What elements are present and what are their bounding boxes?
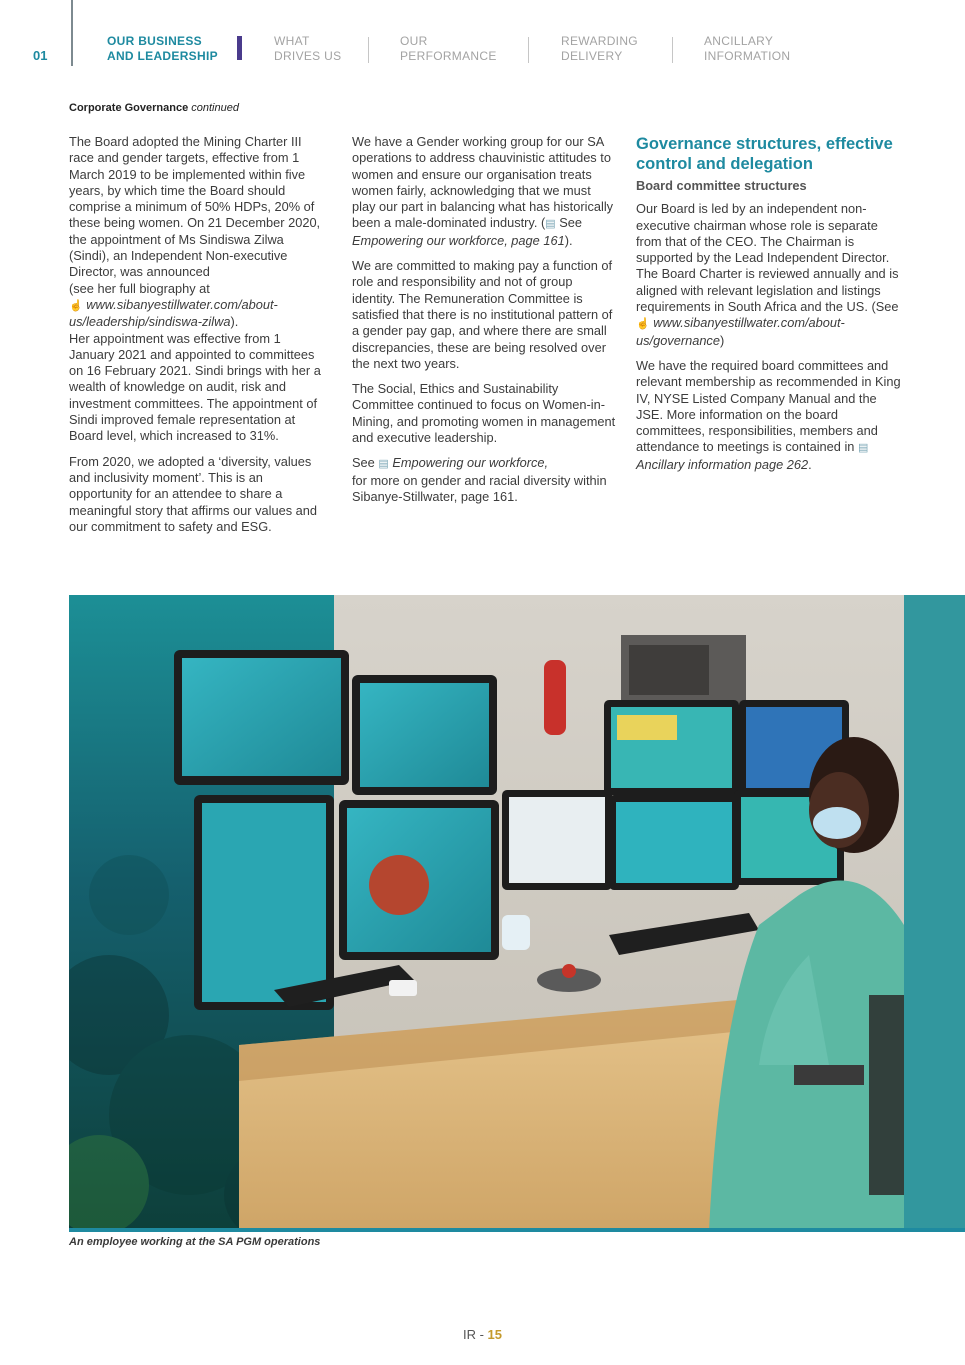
paragraph-text: ) [719, 332, 725, 348]
paragraph-text: ). [564, 232, 573, 248]
document-icon: ▤ [857, 442, 869, 455]
teal-right-panel [904, 595, 965, 1231]
nav-item-label-line2: DELIVERY [561, 49, 623, 63]
coffee-mug [502, 915, 530, 950]
paragraph [69, 134, 327, 445]
paragraph [352, 134, 617, 249]
paragraph-text: (see her full biography at [69, 280, 210, 296]
nav-item-label-line2: INFORMATION [704, 49, 791, 63]
section-title: Corporate Governance [69, 102, 189, 114]
paragraph [636, 358, 901, 473]
nav-item-ancillary-information[interactable] [704, 34, 790, 64]
cross-reference-link[interactable]: Ancillary information page 262 [636, 456, 809, 472]
paragraph-text: We have a Gender working group for our SA operations to address chauvinistic attitudes to women and ensure our organisation treats women fairly, acknowledging that we must play our part in balancing what has historically been a male-dominated industry. ( [352, 134, 614, 231]
paragraph [636, 201, 901, 349]
biography-link[interactable]: www.sibanyestillwater.com/about-us/leadership/sindiswa-zilwa [69, 296, 278, 330]
pointer-hand-icon: ☝ [69, 299, 83, 312]
paragraph: We are committed to making pay a function of role and responsibility and not of group identity. The Remuneration Committee is satisfied that there is no institutional pattern of a gender pay gap, and where there are small discrepancies, these are being resolved over the next two years. [352, 258, 613, 371]
paragraph-text: See [559, 215, 582, 231]
section-label [69, 102, 239, 114]
photo-accent-bar [69, 1228, 965, 1232]
nav-divider [71, 0, 73, 66]
paragraph-text: We have the required board committees and relevant membership as recommended in King IV, NYSE Listed Company Manual and the JSE. More information on the board committees, responsibilities, members and attendance to meetings is contained in [636, 357, 901, 455]
paragraph-text: Her appointment was effective from 1 January 2021 and appointed to committees on 16 February 2021. Sindi brings with her a wealth of knowledge on audit, risk and investment committees. The appointment of Sindi improved female representation at Board level, which increased to 31%. [69, 330, 321, 444]
paragraph: The Social, Ethics and Sustainability Committee continued to focus on Women-in-Mining, and promoting women in management and executive leadership. [352, 381, 616, 446]
fire-extinguisher [544, 660, 566, 735]
paragraph-text: The Board adopted the Mining Charter III race and gender targets, effective from 1 March 2019 to be implemented within five years, by which time the Board should comprise a minimum of 50% HDPs, 20% of these being women. On 21 December 2020, the appointment of Ms Sindiswa Zilwa (Sindi), an Independent Non-executive Director, was announced [69, 134, 321, 280]
nav-item-label-line1: OUR [400, 34, 428, 48]
nav-separator [368, 37, 369, 63]
nav-active-indicator [237, 36, 242, 60]
nav-item-label-line2: AND LEADERSHIP [107, 49, 218, 63]
paragraph-text: for more on gender and racial diversity within Sibanye-Stillwater, page 161. [352, 472, 607, 504]
nav-item-label-line2: PERFORMANCE [400, 49, 497, 63]
section-subheading: Board committee structures [636, 178, 807, 193]
top-navigation [0, 0, 965, 80]
nav-separator [672, 37, 673, 63]
page-number: 15 [487, 1327, 503, 1342]
chair [869, 995, 904, 1195]
document-icon: ▤ [545, 218, 556, 231]
paragraph: From 2020, we adopted a ‘diversity, values and inclusivity moment’. This is an opportunity for an attendee to share a meaningful story that affirms our values and our commitment to safety and ESG. [69, 453, 318, 534]
nav-item-label-line2: DRIVES US [274, 49, 342, 63]
paragraph-text: See [352, 455, 375, 471]
paragraph-text: Our Board is led by an independent non-executive chairman whose role is separate from that of the CEO. The Chairman is supported by the Lead Independent Director. The Board Charter is reviewed annually and is aligned with relevant legislation and listings requirements in South Africa and the US. (See [636, 201, 899, 315]
control-room-illustration [69, 595, 965, 1231]
nav-item-what-drives-us[interactable] [274, 34, 341, 64]
nav-item-label-line1: REWARDING [561, 34, 638, 48]
section-heading: Governance structures, effective control and delegation [636, 135, 893, 173]
nav-separator [528, 37, 529, 63]
text-column-1 [69, 134, 327, 544]
paragraph [352, 455, 617, 505]
footer-prefix: IR - [462, 1327, 488, 1342]
nav-item-label-line1: WHAT [274, 34, 310, 48]
nav-item-label-line1: ANCILLARY [704, 34, 774, 48]
cross-reference-link[interactable]: Empowering our workforce, page 161 [352, 232, 565, 248]
pointer-hand-icon: ☝ [636, 318, 650, 331]
governance-link[interactable]: www.sibanyestillwater.com/about-us/governance [636, 315, 845, 348]
text-column-3 [636, 134, 901, 482]
document-icon: ▤ [378, 458, 389, 471]
nav-item-our-performance[interactable] [400, 34, 497, 64]
nav-item-label-line1: OUR BUSINESS [107, 34, 202, 48]
page-footer [0, 1327, 965, 1342]
section-suffix: continued [191, 102, 239, 114]
cross-reference-link[interactable]: Empowering our workforce, [392, 455, 549, 471]
paragraph-text: ). [230, 314, 239, 330]
control-room-photo [69, 595, 965, 1231]
nav-item-our-business[interactable] [107, 34, 218, 64]
photo-caption: An employee working at the SA PGM operations [69, 1236, 321, 1248]
nav-item-rewarding-delivery[interactable] [561, 34, 638, 64]
paragraph-text: . [808, 456, 812, 472]
text-column-2 [352, 134, 617, 514]
chapter-number: 01 [33, 48, 48, 63]
